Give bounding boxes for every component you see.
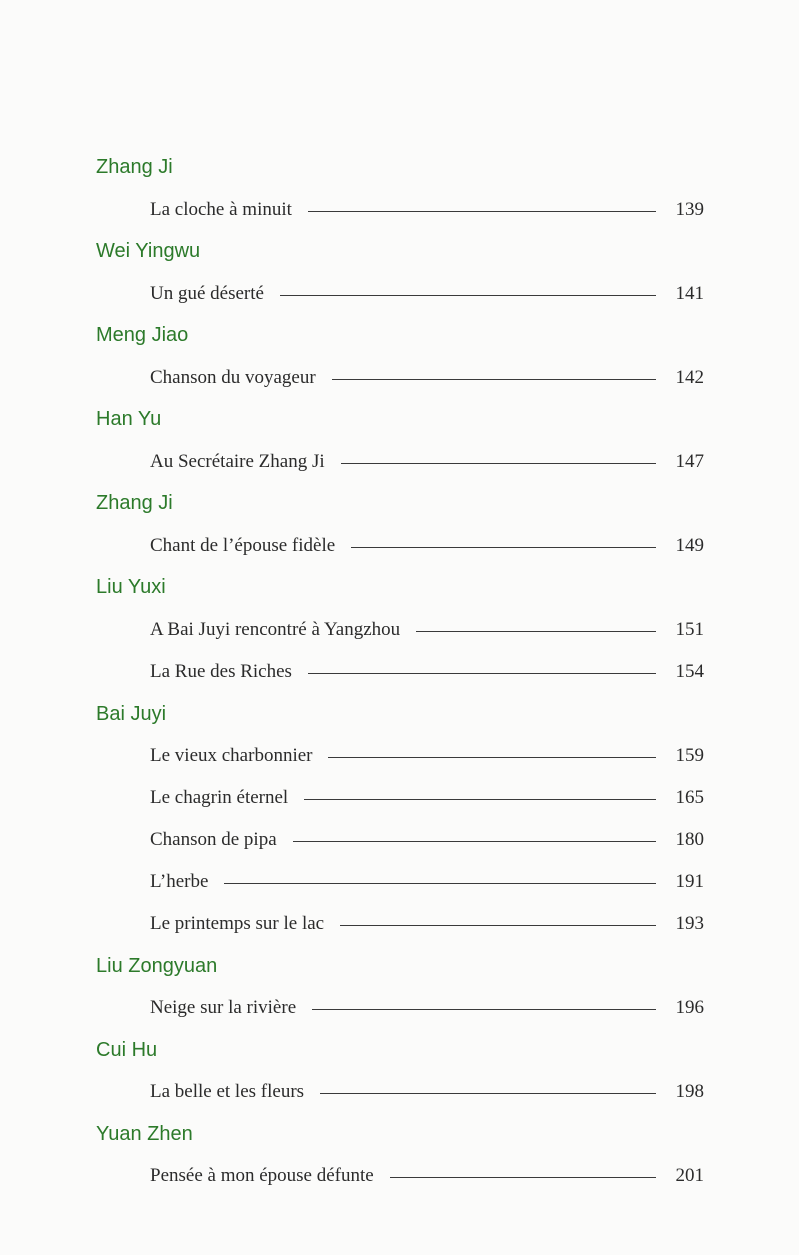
- page-number: 159: [675, 745, 704, 766]
- page-number: 196: [675, 997, 704, 1018]
- poem-title: L’herbe: [150, 871, 209, 892]
- poet-name: Liu Yuxi: [96, 576, 166, 598]
- poem-title: Neige sur la rivière: [150, 997, 297, 1018]
- toc-entry[interactable]: [0, 783, 799, 813]
- toc-entry[interactable]: [0, 447, 799, 477]
- leader-line: [416, 631, 656, 632]
- toc-entry[interactable]: [0, 1077, 799, 1107]
- leader-line: [340, 925, 656, 926]
- poem-title: Chanson du voyageur: [150, 367, 316, 388]
- leader-line: [341, 463, 656, 464]
- poem-title: Pensée à mon épouse défunte: [150, 1165, 374, 1186]
- poet-heading: [0, 951, 799, 981]
- page-number: 147: [675, 451, 704, 472]
- poem-title: Chanson de pipa: [150, 829, 277, 850]
- poem-title: Le printemps sur le lac: [150, 913, 325, 934]
- page-number: 198: [675, 1081, 704, 1102]
- leader-line: [280, 295, 656, 296]
- page-number: 201: [675, 1165, 704, 1186]
- toc-entry[interactable]: [0, 825, 799, 855]
- leader-line: [293, 841, 656, 842]
- poet-name: Cui Hu: [96, 1039, 158, 1061]
- page-number: 142: [675, 367, 704, 388]
- poet-heading: [0, 1119, 799, 1149]
- toc-entry[interactable]: [0, 363, 799, 393]
- poet-heading: [0, 320, 799, 350]
- toc-entry[interactable]: [0, 279, 799, 309]
- toc-entry[interactable]: [0, 909, 799, 939]
- poem-title: A Bai Juyi rencontré à Yangzhou: [150, 619, 401, 640]
- poet-heading: [0, 404, 799, 434]
- page-number: 193: [675, 913, 704, 934]
- poem-title: Le vieux charbonnier: [150, 745, 313, 766]
- page-number: 139: [675, 199, 704, 220]
- page-number: 154: [675, 661, 704, 682]
- poet-heading: [0, 572, 799, 602]
- poet-name: Meng Jiao: [96, 324, 189, 346]
- poet-name: Han Yu: [96, 408, 162, 430]
- leader-line: [390, 1177, 656, 1178]
- leader-line: [308, 211, 656, 212]
- page-number: 180: [675, 829, 704, 850]
- toc-entry[interactable]: [0, 1161, 799, 1191]
- toc-entry[interactable]: [0, 741, 799, 771]
- leader-line: [328, 757, 656, 758]
- page-number: 141: [675, 283, 704, 304]
- poet-name: Zhang Ji: [96, 492, 173, 514]
- toc-entry[interactable]: [0, 657, 799, 687]
- poet-heading: [0, 699, 799, 729]
- poet-heading: [0, 488, 799, 518]
- page-number: 151: [675, 619, 704, 640]
- toc-entry[interactable]: [0, 531, 799, 561]
- poet-heading: [0, 1035, 799, 1065]
- page-number: 149: [675, 535, 704, 556]
- toc-entry[interactable]: [0, 615, 799, 645]
- poet-name: Wei Yingwu: [96, 240, 201, 262]
- toc-entry[interactable]: [0, 993, 799, 1023]
- page-number: 165: [675, 787, 704, 808]
- leader-line: [224, 883, 656, 884]
- poem-title: Un gué déserté: [150, 283, 264, 304]
- poet-name: Bai Juyi: [96, 703, 167, 725]
- poem-title: Au Secrétaire Zhang Ji: [150, 451, 325, 472]
- leader-line: [351, 547, 656, 548]
- poem-title: Le chagrin éternel: [150, 787, 289, 808]
- poet-heading: [0, 236, 799, 266]
- poet-name: Yuan Zhen: [96, 1123, 193, 1145]
- poem-title: La Rue des Riches: [150, 661, 292, 682]
- poem-title: La belle et les fleurs: [150, 1081, 305, 1102]
- poet-name: Liu Zongyuan: [96, 955, 218, 977]
- leader-line: [332, 379, 656, 380]
- leader-line: [304, 799, 656, 800]
- poem-title: Chant de l’épouse fidèle: [150, 535, 336, 556]
- poet-heading: [0, 152, 799, 182]
- leader-line: [308, 673, 656, 674]
- toc-entry[interactable]: [0, 867, 799, 897]
- leader-line: [312, 1009, 656, 1010]
- poet-name: Zhang Ji: [96, 156, 173, 178]
- page-number: 191: [675, 871, 704, 892]
- leader-line: [320, 1093, 656, 1094]
- poem-title: La cloche à minuit: [150, 199, 292, 220]
- toc-entry[interactable]: [0, 195, 799, 225]
